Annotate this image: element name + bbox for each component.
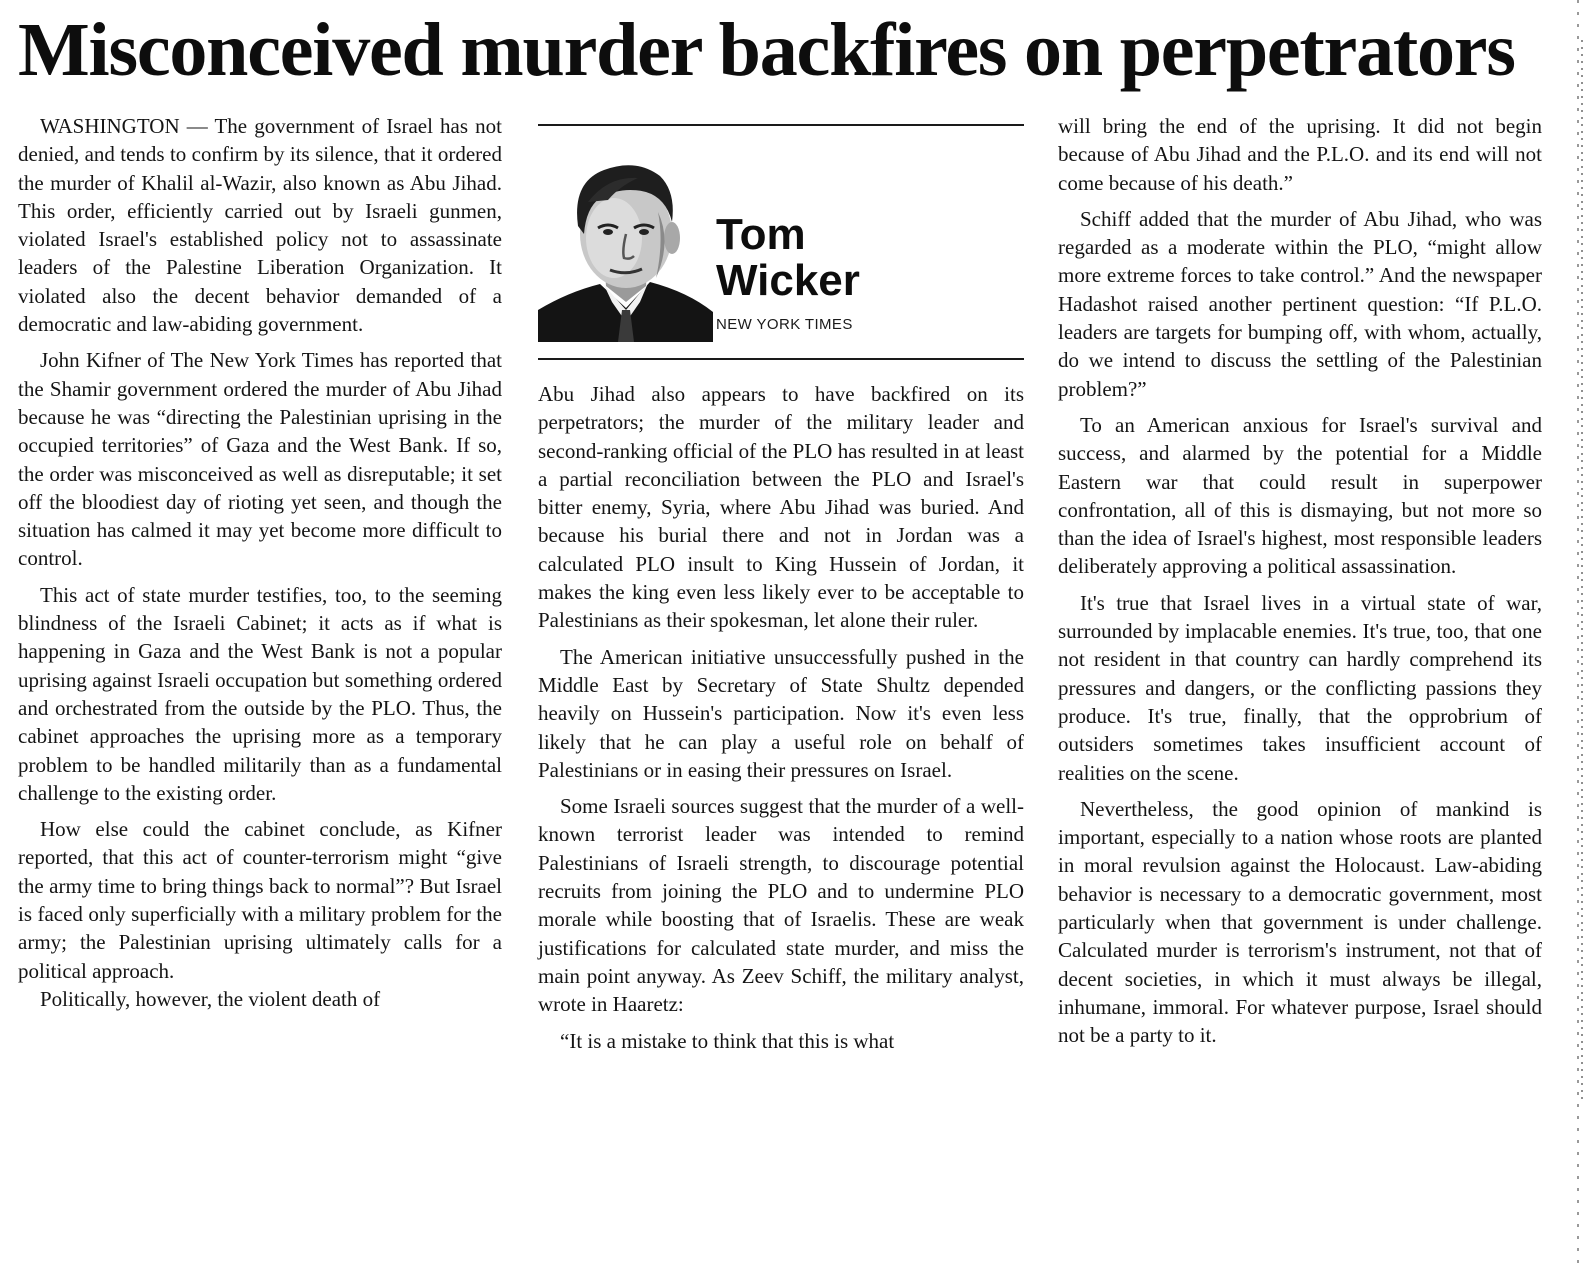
author-last-name: Wicker [716, 256, 860, 305]
author-name [716, 212, 860, 304]
paragraph: The American initiative unsuccessfully pushed in the Middle East by Secretary of State Shultz depended heavily on Hussein's participation. Now it's even less likely that he can play a useful role on behalf of Palestinians or in easing their pressures on Israel. [538, 644, 1024, 782]
article-column-left [18, 112, 502, 1013]
article-column-middle [538, 380, 1024, 1055]
paragraph: Schiff added that the murder of Abu Jihad, who was regarded as a moderate within the PLO, “might allow more extreme forces to take control.” And the newspaper Hadashot raised another pertinent question: “If P.L.O. leaders are targets for bumping off, with whom, actually, do we intend to discuss the settling of the Palestinian problem?” [1058, 206, 1542, 401]
paragraph: WASHINGTON — The government of Israel has not denied, and tends to confirm by its silence, that it ordered the murder of Khalil al-Wazir, also known as Abu Jihad. This order, efficiently carried out by Israeli gunmen, violated Israel's established policy not to assassinate leaders of the Palestine Liberation Organization. It violated also the decent behavior demanded of a democratic and law-abiding government. [18, 114, 502, 337]
author-outlet: NEW YORK TIMES [716, 316, 853, 333]
paragraph: It's true that Israel lives in a virtual state of war, surrounded by implacable enemies. It's true, too, that one not resident in that country can hardly comprehend its pressures and dangers, or the conflicting passions they produce. It's true, finally, that the opprobrium of outsiders sometimes takes insufficient account of realities on the scene. [1058, 590, 1542, 785]
article-column-right [1058, 112, 1542, 1050]
paragraph: will bring the end of the uprising. It did not begin because of Abu Jihad and the P.L.O. and its end will not come because of his death.” [1058, 114, 1542, 195]
author-first-name: Tom [716, 210, 806, 259]
paragraph: John Kifner of The New York Times has reported that the Shamir government ordered the murder of Abu Jihad because he was “directing the Palestinian uprising in the occupied territories” of Gaza and the West Bank. If so, the order was misconceived as well as disreputable; it set off the bloodiest day of rioting yet seen, and though the situation has calmed it may yet become more difficult to control. [18, 348, 502, 571]
paragraph: “It is a mistake to think that this is what [560, 1028, 895, 1053]
scan-edge-marks [1558, 0, 1584, 1266]
paragraph: To an American anxious for Israel's survival and success, and alarmed by the potential for a Middle Eastern war that could result in superpower confrontation, all of this is dismaying, but not more so than the idea of Israel's highest, most responsible leaders deliberately approving a political assassination. [1058, 412, 1542, 579]
paragraph: Politically, however, the violent death of [40, 986, 381, 1011]
paragraph: Nevertheless, the good opinion of mankind is important, especially to a nation whose roots are planted in moral revulsion against the Holocaust. Law-abiding behavior is necessary to a democratic government, most particularly when that government is under challenge. Calculated murder is terrorism's instrument, not that of decent societies, in which it must always be illegal, inhumane, immoral. For whatever purpose, Israel should not be a party to it. [1058, 796, 1542, 1048]
paragraph: Some Israeli sources suggest that the murder of a well-known terrorist leader was intended to remind Palestinians of Israeli strength, to discourage potential recruits from joining the PLO and to undermine PLO morale while boosting that of Israelis. These are weak justifications for calculated state murder, and miss the main point anyway. As Zeev Schiff, the military analyst, wrote in Haaretz: [538, 794, 1024, 1017]
paragraph: This act of state murder testifies, too, to the seeming blindness of the Israeli Cabinet; it acts as if what is happening in Gaza and the West Bank is not a popular uprising against Israeli occupation but something ordered and orchestrated from the outside by the PLO. Thus, the cabinet approaches the uprising more as a temporary problem to be handled militarily than as a fundamental challenge to the existing order. [18, 582, 502, 805]
paragraph: How else could the cabinet conclude, as Kifner reported, that this act of counter-terrorism might “give the army time to bring things back to normal”? But Israel is faced only superficially with a military problem for the army; the Palestinian uprising ultimately calls for a political approach. [18, 817, 502, 983]
headline: Misconceived murder backfires on perpetrators [18, 8, 1515, 92]
author-portrait [538, 142, 713, 342]
byline-box [538, 124, 1024, 360]
paragraph: Abu Jihad also appears to have backfired on its perpetrators; the murder of the military leader and second-ranking official of the PLO has resulted in at least a partial reconciliation between the PLO and Israel's bitter enemy, Syria, where Abu Jihad was buried. And because his burial there and not in Jordan was a calculated PLO insult to King Hussein of Jordan, it makes the king even less likely ever to be acceptable to Palestinians as their spokesman, let alone their ruler. [538, 382, 1024, 633]
